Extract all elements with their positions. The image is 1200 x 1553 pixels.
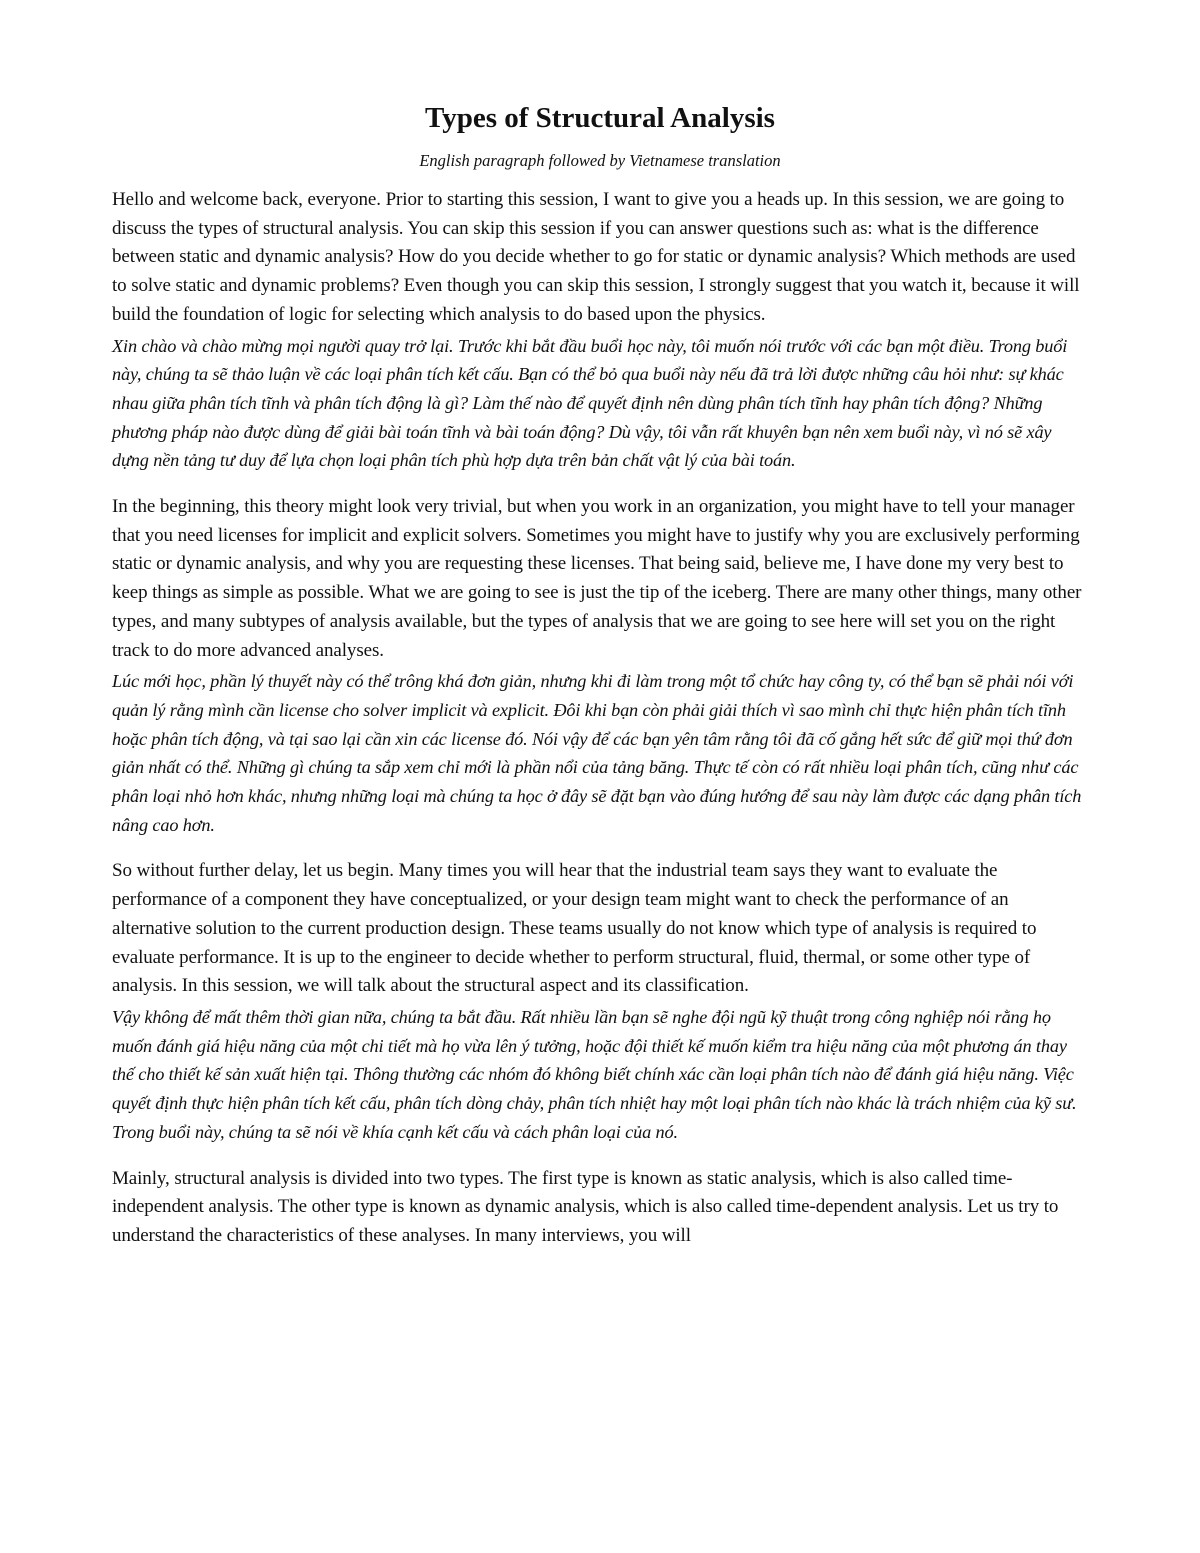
paragraph-block-1: [112, 186, 1088, 475]
vietnamese-translation: Xin chào và chào mừng mọi người quay trở lại. Trước khi bắt đầu buổi học này, tôi muốn nói trước với các bạn một điều. Trong buổi này, chúng ta sẽ thảo luận về các loại phân tích kết cấu. Bạn có thể bỏ qua buổi này nếu đã trả lời được những câu hỏi như: sự khác nhau giữa phân tích tĩnh và phân tích động là gì? Làm thế nào để quyết định nên dùng phân tích tĩnh hay phân tích động? Những phương pháp nào được dùng để giải bài toán tĩnh và bài toán động? Dù vậy, tôi vẫn rất khuyên bạn nên xem buổi này, vì nó sẽ xây dựng nền tảng tư duy để lựa chọn loại phân tích phù hợp dựa trên bản chất vật lý của bài toán.: [112, 335, 1068, 471]
vietnamese-translation: Vậy không để mất thêm thời gian nữa, chúng ta bắt đầu. Rất nhiều lần bạn sẽ nghe đội ngũ kỹ thuật trong công nghiệp nói rằng họ muốn đánh giá hiệu năng của một chi tiết mà họ vừa lên ý tưởng, hoặc đội thiết kế muốn kiểm tra hiệu năng của một phương án thay thế cho thiết kế sản xuất hiện tại. Thông thường các nhóm đó không biết chính xác cần loại phân tích nào để đánh giá hiệu năng. Việc quyết định thực hiện phân tích kết cấu, phân tích dòng chảy, phân tích nhiệt hay một loại phân tích nào khác là trách nhiệm của kỹ sư. Trong buổi này, chúng ta sẽ nói về khía cạnh kết cấu và cách phân loại của nó.: [112, 1006, 1077, 1142]
paragraph-block-4: [112, 1165, 1088, 1251]
english-paragraph: In the beginning, this theory might look very trivial, but when you work in an organization, you might have to tell your manager that you need licenses for implicit and explicit solvers. Sometimes you might have to justify why you are exclusively performing static or dynamic analysis, and why you are requesting these licenses. That being said, believe me, I have done my very best to keep things as simple as possible. What we are going to see is just the tip of the iceberg. There are many other things, many other types, and many subtypes of analysis available, but the types of analysis that we are going to see here will set you on the right track to do more advanced analyses.: [112, 496, 1082, 661]
paragraph-block-2: [112, 493, 1088, 839]
document-page: [112, 96, 1088, 1251]
document-subtitle: English paragraph followed by Vietnamese translation: [419, 151, 781, 170]
english-paragraph: Mainly, structural analysis is divided into two types. The first type is known as static analysis, which is also called time-independent analysis. The other type is known as dynamic analysis, which is also called time-dependent analysis. Let us try to understand the characteristics of these analyses. In many interviews, you will: [112, 1167, 1059, 1246]
english-paragraph: So without further delay, let us begin. Many times you will hear that the industrial team says they want to evaluate the performance of a component they have conceptualized, or your design team might want to check the performance of an alternative solution to the current production design. These teams usually do not know which type of analysis is required to evaluate performance. It is up to the engineer to decide whether to perform structural, fluid, thermal, or some other type of analysis. In this session, we will talk about the structural aspect and its classification.: [112, 860, 1037, 997]
english-paragraph: Hello and welcome back, everyone. Prior to starting this session, I want to give you a heads up. In this session, we are going to discuss the types of structural analysis. You can skip this session if you can answer questions such as: what is the difference between static and dynamic analysis? How do you decide whether to go for static or dynamic analysis? Which methods are used to solve static and dynamic problems? Even though you can skip this session, I strongly suggest that you watch it, because it will build the foundation of logic for selecting which analysis to do based upon the physics.: [112, 189, 1080, 325]
paragraph-block-3: [112, 857, 1088, 1146]
vietnamese-translation: Lúc mới học, phần lý thuyết này có thể trông khá đơn giản, nhưng khi đi làm trong một tổ chức hay công ty, có thể bạn sẽ phải nói với quản lý rằng mình cần license cho solver implicit và explicit. Đôi khi bạn còn phải giải thích vì sao mình chỉ thực hiện phân tích tĩnh hoặc phân tích động, và tại sao lại cần xin các license đó. Nói vậy để các bạn yên tâm rằng tôi đã cố gắng hết sức để giữ mọi thứ đơn giản nhất có thể. Những gì chúng ta sắp xem chỉ mới là phần nổi của tảng băng. Thực tế còn có rất nhiều loại phân tích, cũng như các phân loại nhỏ hơn khác, nhưng những loại mà chúng ta học ở đây sẽ đặt bạn vào đúng hướng để sau này làm được các dạng phân tích nâng cao hơn.: [112, 671, 1082, 835]
document-title: Types of Structural Analysis: [425, 102, 775, 134]
